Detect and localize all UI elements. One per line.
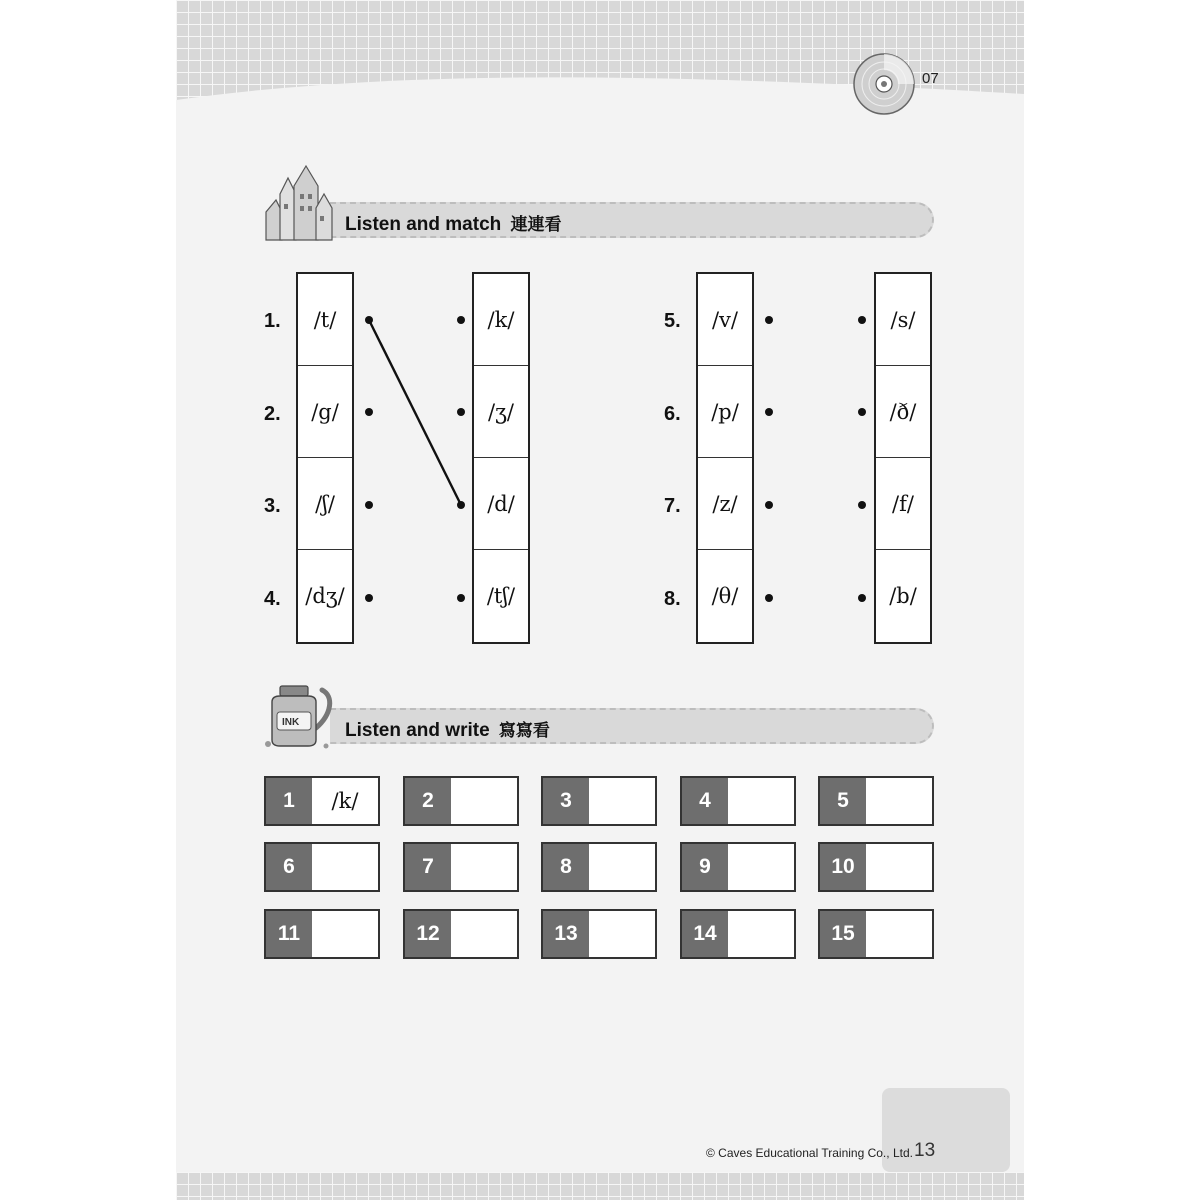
write-box-answer[interactable] <box>451 844 517 890</box>
match-dot[interactable] <box>365 408 373 416</box>
write-box-number: 5 <box>820 778 866 824</box>
match-dot[interactable] <box>457 316 465 324</box>
write-section-title <box>345 716 550 742</box>
write-box-answer[interactable] <box>451 911 517 957</box>
sound-cell: /k/ <box>474 274 528 366</box>
item-number: 6. <box>664 403 681 425</box>
match-dot[interactable] <box>858 594 866 602</box>
sound-cell: /ʃ/ <box>298 458 352 550</box>
write-box-number: 10 <box>820 844 866 890</box>
sound-cell: /ʒ/ <box>474 366 528 458</box>
match-dot[interactable] <box>858 501 866 509</box>
write-box-answer[interactable] <box>728 844 794 890</box>
buildings-icon <box>262 164 338 242</box>
write-box-number: 15 <box>820 911 866 957</box>
item-number: 1. <box>264 310 281 332</box>
write-box[interactable] <box>403 909 519 959</box>
sound-cell: /b/ <box>889 584 917 608</box>
write-box-number: 4 <box>682 778 728 824</box>
match-dot[interactable] <box>365 316 373 324</box>
sound-cell: /dʒ/ <box>305 584 345 608</box>
write-box[interactable] <box>818 842 934 892</box>
item-number: 5. <box>664 310 681 332</box>
item-number: 4. <box>264 588 281 610</box>
match-dot[interactable] <box>765 594 773 602</box>
match-dot[interactable] <box>858 316 866 324</box>
write-box-number: 11 <box>266 911 312 957</box>
cd-icon <box>852 52 916 116</box>
sound-column-left-b <box>696 272 754 644</box>
write-box-answer[interactable] <box>589 911 655 957</box>
write-box[interactable] <box>541 909 657 959</box>
write-box-answer[interactable] <box>589 844 655 890</box>
write-box-number: 12 <box>405 911 451 957</box>
sound-cell: /z/ <box>698 458 752 550</box>
write-box-number: 6 <box>266 844 312 890</box>
track-number: 07 <box>922 70 939 87</box>
write-box[interactable] <box>541 842 657 892</box>
item-number: 8. <box>664 588 681 610</box>
write-box[interactable] <box>680 842 796 892</box>
match-dot[interactable] <box>457 501 465 509</box>
sound-cell: /tʃ/ <box>486 584 516 608</box>
ink-bottle-icon <box>262 684 342 754</box>
match-title-en: Listen and match <box>345 214 502 235</box>
item-number: 3. <box>264 495 281 517</box>
write-box-number: 8 <box>543 844 589 890</box>
sound-cell: /f/ <box>876 458 930 550</box>
match-section-title <box>345 210 562 236</box>
sound-column-right-b <box>874 272 932 644</box>
write-box-answer[interactable] <box>866 778 932 824</box>
grid-footer-pattern <box>176 1172 1024 1200</box>
match-dot[interactable] <box>858 408 866 416</box>
match-dot[interactable] <box>365 501 373 509</box>
write-box-answer[interactable] <box>589 778 655 824</box>
write-box[interactable] <box>403 842 519 892</box>
write-box[interactable] <box>264 909 380 959</box>
sound-cell: /g/ <box>298 366 352 458</box>
match-dot[interactable] <box>765 501 773 509</box>
write-box-answer[interactable] <box>312 911 378 957</box>
write-box-number: 13 <box>543 911 589 957</box>
write-box-answer[interactable]: /k/ <box>331 789 359 813</box>
match-title-cn: 連連看 <box>510 215 562 234</box>
sound-column-left-a <box>296 272 354 644</box>
write-box-number: 2 <box>405 778 451 824</box>
write-box-answer[interactable] <box>866 911 932 957</box>
match-dot[interactable] <box>765 408 773 416</box>
write-box[interactable] <box>403 776 519 826</box>
write-box[interactable] <box>818 776 934 826</box>
write-box[interactable] <box>680 909 796 959</box>
sound-cell: /θ/ <box>711 584 739 608</box>
svg-text:INK: INK <box>282 717 300 728</box>
write-box-answer[interactable] <box>451 778 517 824</box>
write-title-cn: 寫寫看 <box>498 721 550 740</box>
copyright-text: © Caves Educational Training Co., Ltd. <box>706 1146 913 1160</box>
write-box[interactable] <box>264 842 380 892</box>
write-box-answer[interactable] <box>728 911 794 957</box>
sound-cell: /d/ <box>474 458 528 550</box>
match-dot[interactable] <box>765 316 773 324</box>
write-box-number: 1 <box>266 778 312 824</box>
write-box-answer[interactable] <box>866 844 932 890</box>
write-box-answer[interactable] <box>728 778 794 824</box>
write-title-en: Listen and write <box>345 720 490 741</box>
sound-cell: /t/ <box>298 274 352 366</box>
sound-cell: /s/ <box>876 274 930 366</box>
item-number: 7. <box>664 495 681 517</box>
match-dot[interactable] <box>365 594 373 602</box>
sound-cell: /p/ <box>698 366 752 458</box>
write-box[interactable] <box>264 776 380 826</box>
write-box[interactable] <box>680 776 796 826</box>
sound-cell: /v/ <box>698 274 752 366</box>
item-number: 2. <box>264 403 281 425</box>
write-box-number: 3 <box>543 778 589 824</box>
write-box[interactable] <box>541 776 657 826</box>
page-number: 13 <box>914 1140 936 1161</box>
match-dot[interactable] <box>457 594 465 602</box>
write-box-number: 14 <box>682 911 728 957</box>
write-box-answer[interactable] <box>312 844 378 890</box>
match-dot[interactable] <box>457 408 465 416</box>
write-box-number: 9 <box>682 844 728 890</box>
sound-cell: /ð/ <box>876 366 930 458</box>
write-box[interactable] <box>818 909 934 959</box>
write-box-number: 7 <box>405 844 451 890</box>
sound-column-right-a <box>472 272 530 644</box>
